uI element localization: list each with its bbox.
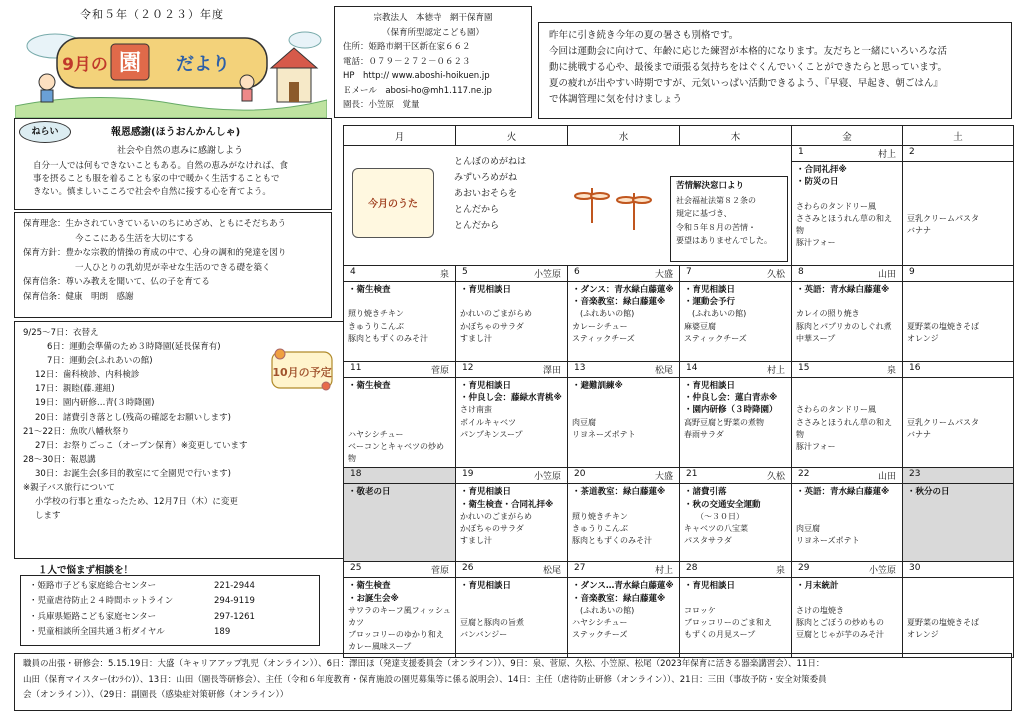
weekday-header: 水 — [568, 126, 680, 146]
day-number: 2 — [909, 147, 915, 157]
day-menu-item: オレンジ — [907, 630, 939, 640]
duty-staff-name: 澤田 — [542, 366, 561, 376]
staff-training-notice — [14, 653, 1012, 711]
october-schedule-badge — [270, 346, 334, 394]
greeting-line: 昨年に引き続き今年の夏の暑さも別格です。 — [549, 30, 739, 41]
month-song-and-notice — [344, 146, 792, 266]
day-number: 14 — [686, 363, 698, 373]
calendar-day-cell — [903, 146, 1014, 266]
lyric-line: みずいろめがね — [454, 173, 518, 183]
day-menu-item: さわらのタンドリー風 — [796, 201, 876, 211]
day-number: 7 — [686, 267, 692, 277]
day-menu-item: 夏野菜の塩焼きそば — [907, 618, 979, 628]
calendar-day-cell — [456, 362, 568, 468]
day-menu-item: 照り焼きチキン — [348, 309, 404, 319]
song-lyrics — [454, 154, 526, 234]
day-menu-item: (ふれあいの館) — [572, 309, 635, 319]
day-menu-item: すまし汁 — [460, 333, 492, 343]
hotline-number[interactable]: 189 — [214, 626, 231, 637]
day-menu-item: (ふれあいの館) — [684, 309, 747, 319]
day-event: ・衛生検査 — [348, 381, 391, 391]
hotline-row — [29, 625, 311, 640]
hotline-number[interactable]: 294-9119 — [214, 596, 255, 607]
day-event: ・仲良し会：蓮白青赤※ — [684, 393, 778, 404]
day-number: 8 — [798, 267, 804, 277]
day-number: 25 — [350, 563, 362, 574]
duty-staff-name: 村上 — [654, 566, 673, 577]
calendar-day-cell — [456, 266, 568, 362]
day-menu-item — [907, 605, 1009, 617]
event-line: 21～22日：魚吹八幡秋祭り — [23, 426, 130, 437]
duty-staff-name: 山田 — [877, 270, 896, 280]
day-menu-item: 豚肉とパプリカのしぐれ煮 — [796, 321, 892, 331]
day-menu-item: パンプキンスープ — [460, 429, 523, 439]
day-number: 19 — [462, 469, 474, 480]
day-event: ・避難訓練※ — [572, 381, 623, 391]
day-menu-item: （～３０日） — [684, 511, 744, 521]
contact-email[interactable]: Ｅメール abosi-ho@mh1.117.ne.jp — [343, 85, 492, 96]
day-event: ・運動会予行 — [684, 297, 736, 308]
day-event: ・防災の日 — [796, 177, 839, 188]
day-menu-item: 豆腐とじゃが芋のみそ汁 — [796, 630, 884, 640]
calendar-day-cell — [903, 468, 1014, 562]
day-event: ・英語：青水緑白藤蓮※ — [796, 487, 890, 498]
monthly-aim-box — [14, 118, 332, 210]
aim-title: 報恩感謝(ほうおんかんしゃ) — [111, 127, 241, 138]
complaint-notice — [670, 176, 788, 262]
day-menu-item — [348, 417, 451, 429]
svg-text:園: 園 — [118, 51, 142, 76]
day-menu-item — [907, 176, 1009, 188]
day-menu-item: すまし汁 — [460, 536, 492, 546]
event-line: 19日：園内研修…青(３時降園) — [35, 398, 155, 409]
day-event: ・衛生検査 — [348, 285, 391, 295]
footer-line: 会（オンライン））、（29日：副園長（感染症対策研修（オンライン）） — [23, 690, 289, 700]
duty-staff-name: 泉 — [439, 270, 449, 280]
calendar-day-cell — [568, 468, 680, 562]
event-line: 20日：諸費引き落とし(残高の確認をお願いします) — [35, 412, 231, 423]
day-menu-item: 麻婆豆腐 — [684, 321, 716, 331]
calendar-day-cell — [568, 562, 680, 658]
event-line: 9/25～7日：衣替え — [23, 328, 99, 338]
day-number: 15 — [798, 363, 810, 373]
day-menu-item: 豆乳クリームパスタ — [907, 417, 979, 427]
duty-staff-name: 村上 — [877, 150, 896, 160]
day-menu-item: リヨネーズポテト — [796, 536, 860, 546]
policy-line: 保育信条：尊いみ教えを聞いて、仏の子を育てる — [23, 277, 210, 288]
calendar-day-cell — [680, 562, 792, 658]
day-event: ・育児相談日 — [684, 285, 736, 295]
day-menu-item: 豆乳クリームパスタ — [907, 213, 979, 223]
day-number: 26 — [462, 563, 474, 574]
calendar-day-cell — [792, 562, 903, 658]
day-menu-item: かぼちゃのサラダ — [460, 321, 524, 331]
day-menu-item: 豚肉とごぼうの炒めもの — [796, 618, 884, 628]
duty-staff-name: 山田 — [877, 472, 896, 483]
complaint-line: 社会福祉法第８２条の — [676, 195, 756, 205]
day-menu-item — [796, 188, 898, 200]
day-menu-item — [460, 593, 563, 605]
day-event: ・お誕生会※ — [348, 593, 399, 604]
lyric-line: とんだから — [454, 205, 500, 215]
calendar-day-cell — [903, 562, 1014, 658]
day-number: 18 — [350, 469, 362, 480]
calendar-day-cell — [344, 266, 456, 362]
day-menu-item — [460, 296, 563, 308]
event-line: 27日：お祭りごっこ（オープン保育）※変更しています — [35, 440, 248, 451]
greeting-line: 今回は運動会に向けて、年齢に応じた練習が本格的になります。友だちと一緒にいろいろな活 — [549, 46, 948, 57]
september-calendar — [343, 125, 1014, 658]
day-menu-item: 豚汁フォー — [796, 442, 836, 452]
day-menu-item: ベーコンとキャベツの炒め物 — [348, 442, 444, 464]
day-number: 12 — [462, 363, 474, 373]
day-event: ・秋分の日 — [907, 487, 950, 498]
day-menu-item: コロッケ — [684, 605, 716, 615]
duty-staff-name: 久松 — [766, 472, 785, 483]
calendar-day-cell — [903, 266, 1014, 362]
hotline-row — [29, 579, 311, 594]
day-menu-item: ささみとほうれん草の和え物 — [796, 213, 892, 236]
aim-body-line: 自分一人では何もできないこともある。自然の恵みがなければ、食 — [33, 161, 289, 171]
contact-homepage[interactable]: HP http:// www.aboshi-hoikuen.jp — [343, 71, 490, 81]
aim-subtitle: 社会や自然の恵みに感謝しよう — [117, 146, 244, 156]
calendar-day-cell — [792, 362, 903, 468]
day-menu-item: きゅうりこんぶ — [572, 524, 628, 534]
day-menu-item — [907, 308, 1009, 320]
greeting-line: 夏の疲れが出やすい時期ですが、元気いっぱい活動できるよう、『早寝、早起き、朝ごはん』 — [549, 78, 943, 89]
day-event: ・合同礼拝※ — [796, 165, 847, 175]
day-menu-item: ハヤシシチュー — [572, 618, 628, 628]
day-number: 11 — [350, 363, 362, 373]
day-menu-item: スティックチーズ — [684, 333, 747, 343]
weekday-header: 木 — [680, 126, 792, 146]
day-number: 6 — [574, 267, 580, 277]
complaint-line: 要望はありませんでした。 — [676, 236, 772, 245]
consult-title: １人で悩まず相談を！ — [34, 562, 137, 576]
day-menu-item: リヨネーズポテト — [572, 429, 636, 439]
day-menu-item: 豚汁フォー — [796, 238, 836, 248]
day-menu-item — [907, 380, 1009, 392]
day-menu-item — [907, 201, 1009, 213]
day-number: 30 — [909, 563, 921, 574]
weekday-header: 月 — [344, 126, 456, 146]
svg-text:だより: だより — [176, 54, 230, 75]
day-menu-item: バナナ — [907, 429, 931, 439]
policy-line: 保育信条：健康 明朗 感謝 — [23, 291, 134, 302]
day-event: ・敬老の日 — [348, 487, 391, 498]
weekday-header: 土 — [903, 126, 1014, 146]
contact-address: 住所：姫路市網干区新在家６６２ — [343, 42, 471, 52]
event-line: します — [35, 511, 61, 522]
day-event: ・音楽教室：緑白藤蓮※ — [572, 297, 666, 308]
hotline-row — [29, 610, 311, 625]
dragonfly-icon — [572, 178, 662, 238]
day-menu-item: カレーシチュー — [572, 321, 628, 331]
day-menu-item — [907, 296, 1009, 308]
duty-staff-name: 菅原 — [430, 366, 449, 376]
policy-line: 保育方針：豊かな宗教的情操の育成の中で、心身の調和的発達を図り — [23, 248, 287, 259]
day-menu-item — [684, 593, 787, 605]
day-event: ・ダンス：青水緑白藤蓮※ — [572, 285, 674, 295]
hotline-name: ・姫路市子ども家庭総合センター — [29, 581, 157, 591]
day-number: 4 — [350, 267, 356, 277]
day-event: ・育児相談日 — [684, 581, 736, 592]
calendar-day-cell — [568, 362, 680, 468]
day-event: ・諸費引落 — [684, 487, 727, 498]
day-menu-item: ハヤシシチュー — [348, 429, 404, 439]
calendar-day-cell — [792, 266, 903, 362]
day-menu-item — [348, 392, 451, 404]
contact-org: 宗教法人 本徳寺 網干保育園 — [373, 13, 493, 23]
day-menu-item — [907, 593, 1009, 605]
lyric-line: とんぼのめがねは — [454, 157, 527, 167]
song-badge: 今月のうた — [352, 168, 434, 238]
day-menu-item — [907, 164, 1009, 176]
calendar-day-cell — [344, 562, 456, 658]
day-menu-item: ボイルキャベツ — [460, 417, 516, 427]
day-menu-item: キャベツの八宝菜 — [684, 524, 748, 534]
day-event: ・育児相談日 — [460, 285, 512, 295]
greeting-line: で体調管理に気を付けましょう — [549, 94, 683, 105]
event-line: 30日：お誕生会(多目的教室にて全園児で行います) — [35, 468, 231, 479]
event-line: 17日：親睦(藤.蓮組) — [35, 384, 115, 395]
day-menu-item: かれいのごまがらめ — [460, 511, 532, 521]
day-menu-item: きゅうりこんぶ — [348, 321, 404, 331]
day-menu-item: オレンジ — [907, 333, 939, 343]
calendar-day-cell — [344, 362, 456, 468]
day-menu-item: ささみとほうれん草の和え物 — [796, 417, 892, 439]
day-menu-item: 豚肉ともずくのみそ汁 — [348, 333, 428, 343]
day-number: 27 — [574, 563, 586, 574]
duty-staff-name: 泉 — [775, 566, 785, 577]
policy-line: 一人ひとりの乳幼児が幸せな生活のできる礎を築く — [75, 262, 271, 273]
duty-staff-name: 村上 — [766, 366, 785, 376]
day-number: 22 — [798, 469, 810, 480]
day-menu-item: スティックチーズ — [572, 333, 635, 343]
event-line: 小学校の行事と重なったため、12月7日（木）に変更 — [35, 497, 238, 508]
day-event: ・秋の交通安全運動 — [684, 499, 761, 510]
day-menu-item — [796, 392, 898, 404]
day-menu-item: カレイの照り焼き — [796, 309, 860, 319]
day-menu-item — [796, 499, 898, 511]
october-badge-text: 10月の予定 — [272, 366, 332, 379]
day-menu-item: かぼちゃのサラダ — [460, 524, 524, 534]
day-menu-item — [460, 605, 563, 617]
day-menu-item: 夏野菜の塩焼きそば — [907, 321, 979, 331]
hotline-name: ・児童虐待防止２４時間ホットライン — [29, 596, 174, 607]
day-menu-item — [907, 284, 1009, 296]
event-line: 7日：運動会(ふれあいの館) — [47, 356, 153, 367]
calendar-day-cell — [792, 146, 903, 266]
footer-line: 職員の出張・研修会：5.15.19日：大盛（キャリアアップ乳児（オンライン））、6日：澤田ほ（発達支援委員会（オンライン））、9日：泉、菅原、久松、小笠原、松尾（2023年保育に活きる器楽講習会）、11日： — [23, 659, 825, 669]
day-menu-item — [907, 580, 1009, 592]
day-number: 28 — [686, 563, 698, 574]
calendar-day-cell — [568, 266, 680, 362]
greeting-message — [538, 22, 1012, 119]
day-menu-item: ブロッコリーのゆかり和え — [348, 630, 444, 640]
lyric-line: あおいおそらを — [454, 189, 518, 199]
day-menu-item: かれいのごまがらめ — [460, 309, 532, 319]
day-menu-item — [348, 404, 451, 416]
day-event: ・育児相談日 — [460, 381, 512, 391]
calendar-day-cell — [456, 468, 568, 562]
day-menu-item: 中華スープ — [796, 333, 836, 343]
duty-staff-name: 大盛 — [654, 472, 673, 483]
event-line: 6日：運動会準備のため３時降園(延長保育有) — [47, 342, 221, 353]
day-menu-item: 豆腐と豚肉の旨煮 — [460, 618, 524, 628]
day-number: 5 — [462, 267, 468, 277]
lyric-line: とんだから — [454, 221, 500, 231]
policy-line: 保育理念：生かされていきているいのちにめざめ、ともにそだちあう — [23, 219, 287, 229]
day-menu-item: バンバンジー — [460, 630, 508, 640]
duty-staff-name: 小笠原 — [533, 270, 561, 280]
day-menu-item: (ふれあいの館) — [572, 605, 635, 615]
day-menu-item: 肉豆腐 — [572, 417, 596, 427]
day-menu-item: パスタサラダ — [684, 536, 732, 546]
day-menu-item — [907, 392, 1009, 404]
duty-staff-name: 泉 — [886, 366, 896, 376]
hotline-name: ・児童相談所全国共通３桁ダイヤル — [29, 626, 165, 637]
day-event: ・英語：青水緑白藤蓮※ — [796, 285, 890, 295]
duty-staff-name: 松尾 — [542, 566, 561, 577]
childcare-policy-box — [14, 212, 332, 318]
fiscal-year-heading: 令和５年（２０２３）年度 — [80, 8, 224, 21]
event-line: ※親子バス旅行について — [23, 483, 115, 494]
day-event: ・仲良し会：藤緑水青桃※ — [460, 393, 562, 404]
day-number: 20 — [574, 469, 586, 480]
day-event: ・月末統計 — [796, 581, 839, 592]
day-menu-item: 豚肉ともずくのみそ汁 — [572, 536, 652, 546]
day-number: 16 — [909, 363, 921, 373]
calendar-day-cell — [456, 562, 568, 658]
day-event: ・茶道教室：緑白藤蓮※ — [572, 487, 666, 498]
weekday-header: 火 — [456, 126, 568, 146]
day-menu-item — [796, 593, 898, 605]
calendar-day-cell — [903, 362, 1014, 468]
day-event: ・音楽教室：緑白藤蓮※ — [572, 593, 666, 604]
newsletter-logo — [15, 24, 327, 118]
day-menu-item: さけ南蛮 — [460, 405, 492, 415]
contact-info-box — [334, 6, 532, 118]
day-menu-item: ブロッコリーのごま和え — [684, 618, 772, 628]
day-menu-item: 春雨サラダ — [684, 429, 724, 439]
day-menu-item — [572, 499, 675, 511]
day-number: 9 — [909, 267, 915, 277]
day-menu-item: バナナ — [907, 226, 931, 236]
day-number: 29 — [798, 563, 810, 574]
duty-staff-name: 小笠原 — [533, 472, 561, 483]
day-number: 21 — [686, 469, 698, 480]
duty-staff-name: 菅原 — [430, 566, 449, 577]
day-event: ・衛生検査 — [348, 581, 391, 592]
hotline-number[interactable]: 221-2944 — [214, 581, 255, 591]
day-menu-item — [796, 380, 898, 392]
duty-staff-name: 小笠原 — [868, 566, 896, 577]
day-menu-item: 照り焼きチキン — [572, 511, 628, 521]
day-event: ・ダンス…青水緑白藤蓮※ — [572, 581, 674, 592]
duty-staff-name: 久松 — [766, 270, 785, 280]
greeting-line: 動に挑戦する心や、最後まで頑張る気持ちをはぐくんでいくことができたらと思っています。 — [549, 62, 948, 73]
contact-principal: 園長：小笠原 覚量 — [343, 100, 420, 110]
contact-phone: 電話：０７９－２７２－０６２３ — [343, 56, 471, 67]
day-menu-item — [796, 296, 898, 308]
day-menu-item — [348, 296, 451, 308]
calendar-day-cell — [680, 266, 792, 362]
calendar-day-cell — [680, 468, 792, 562]
calendar-day-cell — [680, 362, 792, 468]
duty-staff-name: 松尾 — [654, 366, 673, 376]
day-event: ・育児相談日 — [460, 581, 512, 592]
day-number: 1 — [798, 147, 804, 157]
aim-body-line: 事を摂ることも服を着ることも家の中で暖かく生活することもで — [33, 174, 280, 184]
day-number: 13 — [574, 363, 586, 373]
day-menu-item — [572, 392, 675, 404]
day-menu-item: ステックチーズ — [572, 630, 628, 640]
day-event: ・園内研修（３時降園） — [684, 405, 778, 416]
day-menu-item — [572, 404, 675, 416]
event-line: 12日：歯科検診、内科検診 — [35, 370, 140, 381]
weekday-header: 金 — [792, 126, 903, 146]
complaint-title: 苦情解決窓口より — [676, 181, 745, 191]
hotline-row — [29, 594, 311, 609]
event-line: 28～30日：報恩講 — [23, 454, 96, 465]
footer-line: 山田（保育マイスター(ｵﾝﾗｲﾝ)）、13日：山田（園長等研修会）、主任（令和６年度教育・保育施設の園児募集等に係る説明会）、14日：主任（虐待防止研修（オンライン））、21日：三田（事故予防・安全対策委員 — [23, 674, 827, 685]
aim-body-line: きない。慎ましいこころで社会や自然に接する心を育てよう。 — [33, 187, 271, 197]
hotline-number[interactable]: 297-1261 — [214, 611, 255, 622]
day-menu-item: さわらのタンドリー風 — [796, 405, 876, 415]
day-menu-item: カレー風味スープ — [348, 642, 412, 652]
calendar-day-cell — [792, 468, 903, 562]
contact-org-type: （保育所型認定こども園） — [381, 27, 484, 38]
duty-staff-name: 大盛 — [654, 270, 673, 280]
day-event: ・育児相談日 — [684, 381, 736, 391]
consult-hotlines-box — [20, 575, 320, 646]
day-menu-item — [796, 511, 898, 523]
day-number: 23 — [909, 469, 921, 480]
day-event: ・衛生検査・合同礼拝※ — [460, 499, 554, 510]
day-menu-item — [907, 404, 1009, 416]
aim-tag: ねらい — [19, 121, 71, 143]
day-menu-item: もずくの月見スープ — [684, 630, 756, 640]
day-menu-item: サワラのキーフ風フィッシュカツ — [348, 605, 451, 628]
policy-line: 今ここにある生活を大切にする — [75, 233, 195, 244]
complaint-line: 令和５年８月の苦情・ — [676, 222, 756, 232]
day-menu-item: 高野豆腐と野菜の煮物 — [684, 417, 764, 427]
day-menu-item: 肉豆腐 — [796, 524, 820, 534]
complaint-line: 規定に基づき、 — [676, 209, 732, 218]
day-event: ・育児相談日 — [460, 487, 512, 498]
day-menu-item — [907, 188, 1009, 200]
hotline-name: ・兵庫県姫路こども家庭センター — [29, 611, 157, 622]
svg-text:9月の: 9月の — [62, 55, 108, 75]
day-menu-item: さけの塩焼き — [796, 605, 844, 615]
calendar-day-cell — [344, 468, 456, 562]
